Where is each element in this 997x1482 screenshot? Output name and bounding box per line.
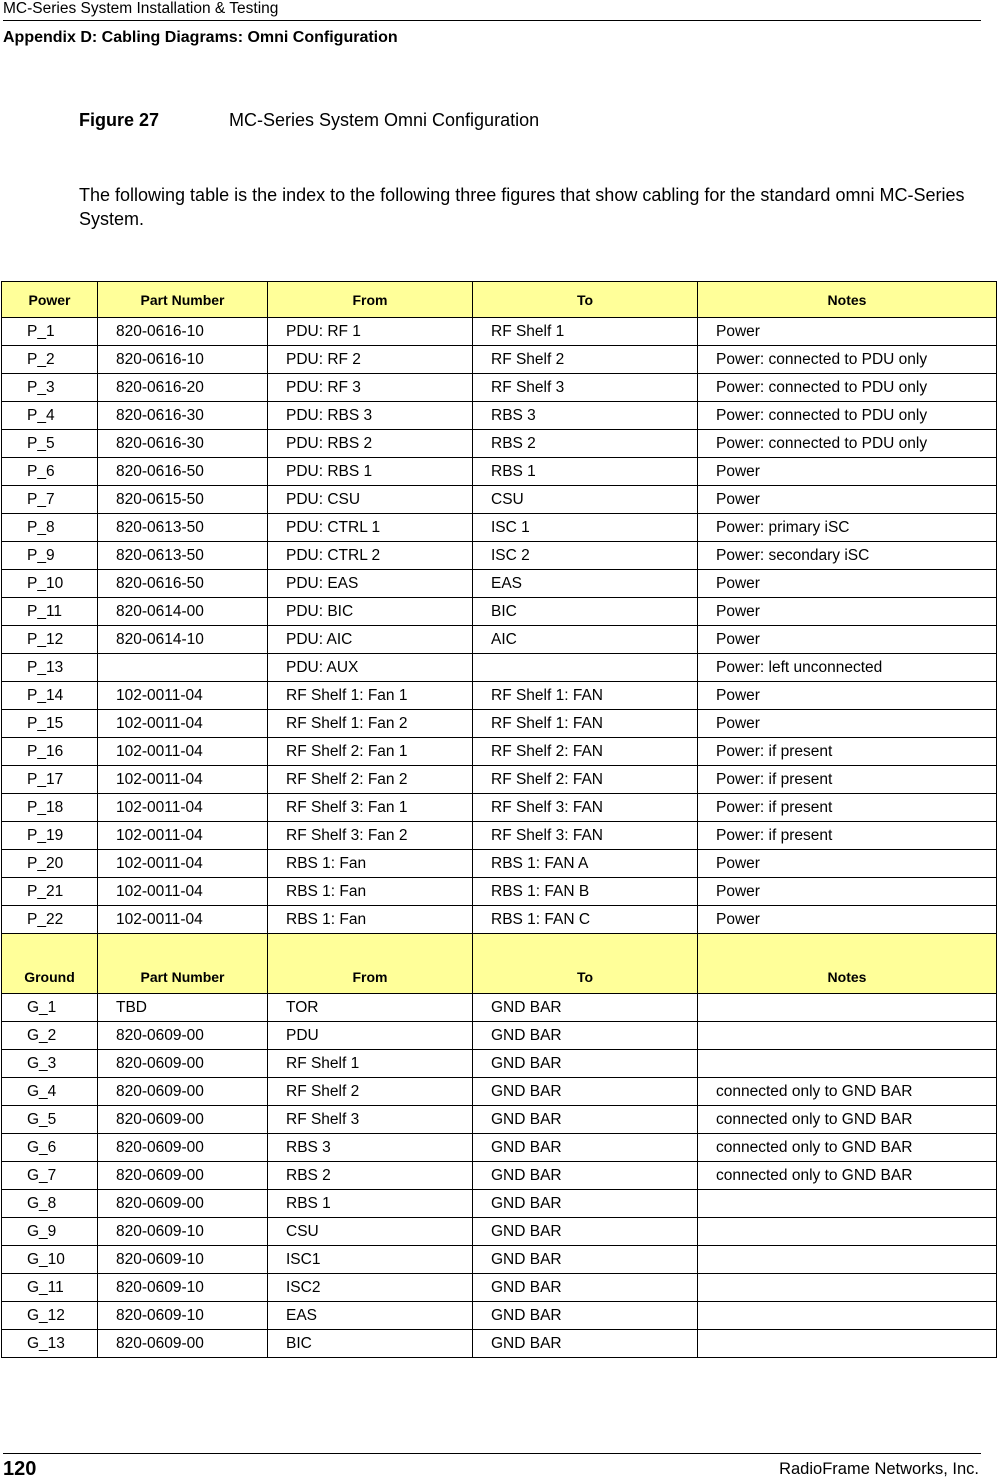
table-cell: RF Shelf 1 — [268, 1050, 473, 1078]
table-cell: RF Shelf 1: FAN — [473, 682, 698, 710]
intro-paragraph: The following table is the index to the following three figures that show cabling for the standard omni MC-Series System. — [79, 185, 965, 229]
table-cell: G_3 — [2, 1050, 98, 1078]
table-cell: G_13 — [2, 1330, 98, 1358]
table-cell: Power — [698, 570, 997, 598]
table-cell: RBS 2 — [268, 1162, 473, 1190]
table-row — [2, 738, 997, 766]
table-cell: RBS 1 — [473, 458, 698, 486]
table-cell: 102-0011-04 — [98, 878, 268, 906]
table-cell: RF Shelf 2 — [268, 1078, 473, 1106]
table-cell: ISC1 — [268, 1246, 473, 1274]
power-header-row — [2, 282, 997, 318]
table-cell: 820-0609-00 — [98, 1190, 268, 1218]
ground-header-row — [2, 934, 997, 994]
figure-label: Figure 27 — [79, 110, 160, 130]
table-row — [2, 1050, 997, 1078]
figure-title: MC-Series System Omni Configuration — [229, 110, 540, 130]
table-cell — [698, 1022, 997, 1050]
table-cell: G_6 — [2, 1134, 98, 1162]
table-cell: RF Shelf 3: Fan 2 — [268, 822, 473, 850]
table-cell: P_12 — [2, 626, 98, 654]
table-row — [2, 1162, 997, 1190]
table-cell: 820-0613-50 — [98, 514, 268, 542]
table-row — [2, 374, 997, 402]
table-row — [2, 458, 997, 486]
table-cell: GND BAR — [473, 1022, 698, 1050]
table-cell: PDU: RF 2 — [268, 346, 473, 374]
table-cell: AIC — [473, 626, 698, 654]
table-cell: Power: connected to PDU only — [698, 374, 997, 402]
table-cell: G_10 — [2, 1246, 98, 1274]
table-cell: RF Shelf 2: FAN — [473, 766, 698, 794]
table-cell: PDU: RBS 1 — [268, 458, 473, 486]
table-cell: RBS 3 — [473, 402, 698, 430]
table-cell: G_11 — [2, 1274, 98, 1302]
table-cell: P_15 — [2, 710, 98, 738]
table-cell: connected only to GND BAR — [698, 1106, 997, 1134]
table-row — [2, 1274, 997, 1302]
table-cell: P_20 — [2, 850, 98, 878]
table-cell: G_7 — [2, 1162, 98, 1190]
table-cell: P_9 — [2, 542, 98, 570]
table-cell: GND BAR — [473, 1274, 698, 1302]
table-row — [2, 878, 997, 906]
table-cell: RF Shelf 1: Fan 1 — [268, 682, 473, 710]
table-cell: 102-0011-04 — [98, 850, 268, 878]
table-row — [2, 1190, 997, 1218]
table-cell: 820-0616-10 — [98, 346, 268, 374]
table-cell — [698, 1050, 997, 1078]
table-row — [2, 654, 997, 682]
table-row — [2, 430, 997, 458]
table-cell: 820-0616-20 — [98, 374, 268, 402]
table-cell: 102-0011-04 — [98, 738, 268, 766]
table-cell: connected only to GND BAR — [698, 1134, 997, 1162]
table-cell: GND BAR — [473, 1330, 698, 1358]
table-cell: P_18 — [2, 794, 98, 822]
table-cell: Power: if present — [698, 766, 997, 794]
table-cell: RF Shelf 2: FAN — [473, 738, 698, 766]
table-cell: CSU — [473, 486, 698, 514]
table-cell: 820-0616-50 — [98, 570, 268, 598]
table-row — [2, 822, 997, 850]
table-row — [2, 794, 997, 822]
table-cell — [98, 654, 268, 682]
table-cell: RF Shelf 3 — [473, 374, 698, 402]
table-cell: 102-0011-04 — [98, 766, 268, 794]
table-cell: 102-0011-04 — [98, 710, 268, 738]
column-header: To — [473, 934, 698, 994]
table-cell: RF Shelf 3 — [268, 1106, 473, 1134]
table-row — [2, 766, 997, 794]
table-cell: Power: if present — [698, 822, 997, 850]
table-cell: PDU: CSU — [268, 486, 473, 514]
table-cell: Power — [698, 486, 997, 514]
table-body — [2, 282, 997, 1358]
table-cell: G_5 — [2, 1106, 98, 1134]
table-cell: 102-0011-04 — [98, 906, 268, 934]
table-cell: RBS 1 — [268, 1190, 473, 1218]
table-cell: 102-0011-04 — [98, 682, 268, 710]
table-row — [2, 682, 997, 710]
table-cell: RF Shelf 1: Fan 2 — [268, 710, 473, 738]
table-cell: 820-0609-00 — [98, 1078, 268, 1106]
table-cell: Power — [698, 598, 997, 626]
section-title: Appendix D: Cabling Diagrams: Omni Configuration — [3, 29, 398, 46]
table-cell: 820-0616-30 — [98, 430, 268, 458]
column-header: Part Number — [98, 934, 268, 994]
table-cell: PDU: AIC — [268, 626, 473, 654]
table-row — [2, 626, 997, 654]
table-cell: BIC — [268, 1330, 473, 1358]
table-cell: RBS 2 — [473, 430, 698, 458]
table-row — [2, 1106, 997, 1134]
table-row — [2, 542, 997, 570]
table-cell: G_8 — [2, 1190, 98, 1218]
table-cell: G_9 — [2, 1218, 98, 1246]
table-row — [2, 906, 997, 934]
table-cell: Power — [698, 878, 997, 906]
table-row — [2, 514, 997, 542]
figure-caption — [79, 110, 539, 131]
table-cell: G_2 — [2, 1022, 98, 1050]
table-cell: GND BAR — [473, 1218, 698, 1246]
company-name: RadioFrame Networks, Inc. — [779, 1460, 979, 1478]
table-cell: 820-0609-00 — [98, 1106, 268, 1134]
table-cell: 820-0609-10 — [98, 1246, 268, 1274]
table-cell: P_21 — [2, 878, 98, 906]
table-cell: Power: connected to PDU only — [698, 402, 997, 430]
table-cell: PDU: CTRL 2 — [268, 542, 473, 570]
table-row — [2, 850, 997, 878]
table-cell: Power: primary iSC — [698, 514, 997, 542]
table-cell: Power — [698, 850, 997, 878]
table-cell: RBS 1: FAN A — [473, 850, 698, 878]
table-cell: P_6 — [2, 458, 98, 486]
table-cell: GND BAR — [473, 1078, 698, 1106]
table-cell: GND BAR — [473, 1050, 698, 1078]
table-cell: GND BAR — [473, 1302, 698, 1330]
table-cell — [698, 1246, 997, 1274]
table-cell: PDU: RBS 2 — [268, 430, 473, 458]
table-cell: Power — [698, 458, 997, 486]
table-cell: P_1 — [2, 318, 98, 346]
table-row — [2, 318, 997, 346]
page-number: 120 — [3, 1458, 37, 1480]
table-cell: GND BAR — [473, 994, 698, 1022]
table-row — [2, 1330, 997, 1358]
table-cell: PDU — [268, 1022, 473, 1050]
page-footer — [3, 1453, 981, 1482]
table-row — [2, 486, 997, 514]
table-cell: ISC 1 — [473, 514, 698, 542]
table-cell: P_19 — [2, 822, 98, 850]
table-cell: PDU: RF 3 — [268, 374, 473, 402]
table-cell — [698, 1218, 997, 1246]
table-cell: Power: if present — [698, 794, 997, 822]
table-cell: P_11 — [2, 598, 98, 626]
column-header: Notes — [698, 282, 997, 318]
table-row — [2, 346, 997, 374]
table-cell: BIC — [473, 598, 698, 626]
table-cell: RBS 1: FAN C — [473, 906, 698, 934]
table-cell: P_10 — [2, 570, 98, 598]
table-cell: P_16 — [2, 738, 98, 766]
table-cell: P_22 — [2, 906, 98, 934]
table-cell: Power: left unconnected — [698, 654, 997, 682]
table-cell: PDU: RF 1 — [268, 318, 473, 346]
table-cell: PDU: RBS 3 — [268, 402, 473, 430]
table-cell: P_5 — [2, 430, 98, 458]
table-cell: Power: connected to PDU only — [698, 430, 997, 458]
table-cell: 820-0615-50 — [98, 486, 268, 514]
table-cell: RBS 1: FAN B — [473, 878, 698, 906]
table-cell: RF Shelf 3: FAN — [473, 822, 698, 850]
table-cell: GND BAR — [473, 1190, 698, 1218]
table-cell: P_4 — [2, 402, 98, 430]
cabling-index-table — [1, 281, 997, 1358]
table-cell: TBD — [98, 994, 268, 1022]
table-cell: Power — [698, 710, 997, 738]
table-cell: PDU: CTRL 1 — [268, 514, 473, 542]
table-cell — [698, 1330, 997, 1358]
column-header: Power — [2, 282, 98, 318]
table-cell: 820-0609-10 — [98, 1218, 268, 1246]
table-cell: Power: connected to PDU only — [698, 346, 997, 374]
table-cell: 820-0613-50 — [98, 542, 268, 570]
table-cell: 820-0616-10 — [98, 318, 268, 346]
table-cell: RF Shelf 1 — [473, 318, 698, 346]
table-cell: G_1 — [2, 994, 98, 1022]
table-row — [2, 1134, 997, 1162]
table-cell: RBS 1: Fan — [268, 878, 473, 906]
table-row — [2, 1218, 997, 1246]
table-cell: P_17 — [2, 766, 98, 794]
table-cell: GND BAR — [473, 1134, 698, 1162]
table-row — [2, 994, 997, 1022]
table-cell: 820-0609-10 — [98, 1302, 268, 1330]
table-cell: P_13 — [2, 654, 98, 682]
table-cell: GND BAR — [473, 1246, 698, 1274]
table-cell: GND BAR — [473, 1106, 698, 1134]
table-row — [2, 710, 997, 738]
table-cell: RF Shelf 2: Fan 2 — [268, 766, 473, 794]
table-cell: P_14 — [2, 682, 98, 710]
table-cell: Power — [698, 682, 997, 710]
table-cell — [698, 1190, 997, 1218]
table-row — [2, 402, 997, 430]
table-cell: 820-0609-00 — [98, 1162, 268, 1190]
table-cell: Power: secondary iSC — [698, 542, 997, 570]
table-cell: RBS 3 — [268, 1134, 473, 1162]
table-cell: PDU: AUX — [268, 654, 473, 682]
table-cell: 820-0614-10 — [98, 626, 268, 654]
table-cell: G_12 — [2, 1302, 98, 1330]
table-cell: Power — [698, 906, 997, 934]
table-cell: RF Shelf 2 — [473, 346, 698, 374]
table-cell: EAS — [473, 570, 698, 598]
table-cell: ISC 2 — [473, 542, 698, 570]
table-row — [2, 570, 997, 598]
column-header: Ground — [2, 934, 98, 994]
table-cell: 820-0609-00 — [98, 1022, 268, 1050]
table-cell: 820-0616-50 — [98, 458, 268, 486]
table-cell: 820-0609-10 — [98, 1274, 268, 1302]
table-cell: Power: if present — [698, 738, 997, 766]
table-cell: TOR — [268, 994, 473, 1022]
table-cell: PDU: BIC — [268, 598, 473, 626]
table-cell: EAS — [268, 1302, 473, 1330]
column-header: Part Number — [98, 282, 268, 318]
table-cell — [698, 1274, 997, 1302]
table-cell: P_2 — [2, 346, 98, 374]
table-cell — [698, 1302, 997, 1330]
table-cell: GND BAR — [473, 1162, 698, 1190]
table-cell: ISC2 — [268, 1274, 473, 1302]
table-cell: P_8 — [2, 514, 98, 542]
running-header: MC-Series System Installation & Testing — [3, 0, 981, 21]
table-cell: G_4 — [2, 1078, 98, 1106]
column-header: From — [268, 934, 473, 994]
table-cell: RF Shelf 1: FAN — [473, 710, 698, 738]
table-cell: 820-0609-00 — [98, 1134, 268, 1162]
table-cell: CSU — [268, 1218, 473, 1246]
table-cell: 820-0616-30 — [98, 402, 268, 430]
table-cell: 820-0614-00 — [98, 598, 268, 626]
table-cell: RF Shelf 2: Fan 1 — [268, 738, 473, 766]
table-row — [2, 598, 997, 626]
table-cell: connected only to GND BAR — [698, 1162, 997, 1190]
table-cell: 102-0011-04 — [98, 794, 268, 822]
table-cell — [473, 654, 698, 682]
table-cell: Power — [698, 318, 997, 346]
table-row — [2, 1246, 997, 1274]
table-cell: RF Shelf 3: Fan 1 — [268, 794, 473, 822]
table-cell: 820-0609-00 — [98, 1330, 268, 1358]
table-cell — [698, 994, 997, 1022]
table-row — [2, 1022, 997, 1050]
table-cell: PDU: EAS — [268, 570, 473, 598]
table-cell: RBS 1: Fan — [268, 906, 473, 934]
table-cell: P_7 — [2, 486, 98, 514]
table-cell: connected only to GND BAR — [698, 1078, 997, 1106]
column-header: From — [268, 282, 473, 318]
table-row — [2, 1302, 997, 1330]
table-cell: P_3 — [2, 374, 98, 402]
table-cell: RF Shelf 3: FAN — [473, 794, 698, 822]
table-cell: 102-0011-04 — [98, 822, 268, 850]
table-cell: RBS 1: Fan — [268, 850, 473, 878]
column-header: To — [473, 282, 698, 318]
table-cell: 820-0609-00 — [98, 1050, 268, 1078]
table-row — [2, 1078, 997, 1106]
table-cell: Power — [698, 626, 997, 654]
column-header: Notes — [698, 934, 997, 994]
